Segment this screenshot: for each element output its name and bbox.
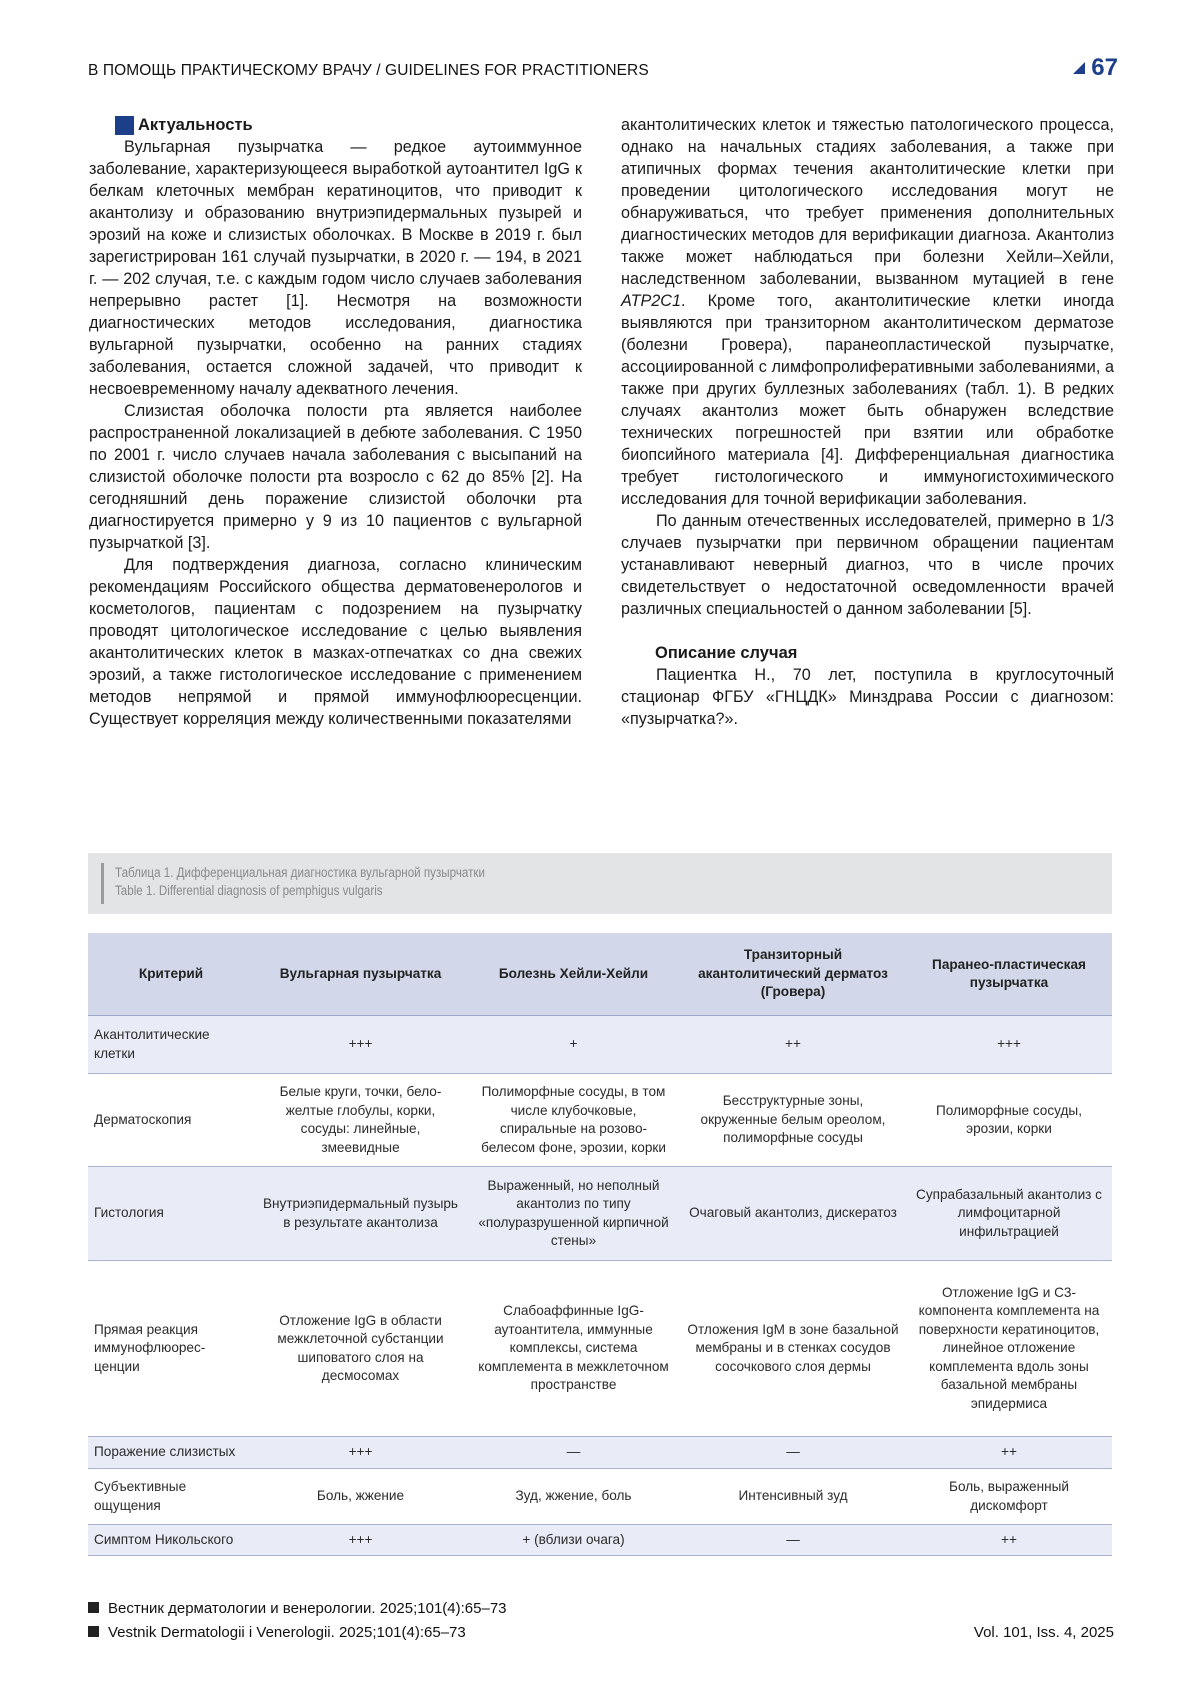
page-number-value: 67 xyxy=(1091,54,1118,81)
table-cell: Прямая реакция иммунофлюорес-ценции xyxy=(88,1261,254,1437)
column-header: Болезнь Хейли-Хейли xyxy=(467,933,680,1016)
table-caption xyxy=(88,853,1112,914)
column-header: Транзиторный акантолитический дерматоз (Гровера) xyxy=(680,933,906,1016)
table-cell: ++ xyxy=(906,1525,1112,1556)
footer-citation-en xyxy=(88,1624,466,1641)
table-cell: Отложение IgG и C3-компонента комплемента на поверхности кератиноцитов, линейное отложение комплемента вдоль зоны базальной мембраны эпидермиса xyxy=(906,1261,1112,1437)
paragraph: Слизистая оболочка полости рта является наиболее распространенной локализацией в дебюте заболевания. С 1950 по 2001 г. число случаев начала заболевания с высыпаний на слизистой оболочке полости рта возросло с 62 до 85% [2]. На сегодняшний день поражение слизистой оболочки рта диагностируется примерно у 9 из 10 пациентов с вульгарной пузырчаткой [3]. xyxy=(89,402,582,552)
table-cell: +++ xyxy=(906,1016,1112,1074)
table-cell: Поражение слизистых xyxy=(88,1437,254,1469)
paragraph-text: акантолитических клеток и тяжестью патологического процесса, однако на начальных стадиях заболевания, а также при атипичных формах течения акантолитические клетки при проведении цитологического исследования могут не обнаруживаться, что требует применения дополнительных диагностических методов для верификации диагноза. Акантолиз также может наблюдаться при болезни Хейли–Хейли, наследственном заболевании, вызванном мутацией в гене xyxy=(621,116,1114,288)
triangle-icon xyxy=(1073,62,1085,74)
table-cell: Боль, выраженный дискомфорт xyxy=(906,1469,1112,1525)
page-number xyxy=(1073,54,1118,82)
table-cell: Боль, жжение xyxy=(254,1469,467,1525)
left-column xyxy=(89,114,582,730)
table-cell: Дерматоскопия xyxy=(88,1074,254,1167)
column-header: Критерий xyxy=(88,933,254,1016)
table-row xyxy=(88,1016,1112,1074)
table-row xyxy=(88,1261,1112,1437)
paragraph xyxy=(621,114,1114,510)
table-cell: + xyxy=(467,1016,680,1074)
table-cell: ++ xyxy=(680,1016,906,1074)
footer-volume: Vol. 101, Iss. 4, 2025 xyxy=(973,1624,1114,1641)
differential-diagnosis-table xyxy=(88,933,1112,1556)
table-cell: Интенсивный зуд xyxy=(680,1469,906,1525)
table-cell: — xyxy=(467,1437,680,1469)
table-cell: Внутриэпидермальный пузырь в результате акантолиза xyxy=(254,1167,467,1261)
table-cell: Белые круги, точки, бело-желтые глобулы, корки, сосуды: линейные, змеевидные xyxy=(254,1074,467,1167)
table-caption-ru: Таблица 1. Дифференциальная диагностика вульгарной пузырчатки xyxy=(115,865,485,880)
table-cell: Зуд, жжение, боль xyxy=(467,1469,680,1525)
table-cell: Субъективные ощущения xyxy=(88,1469,254,1525)
citation-text: Вестник дерматологии и венерологии. 2025;101(4):65–73 xyxy=(108,1600,507,1617)
table-row xyxy=(88,1167,1112,1261)
table-caption-en: Table 1. Differential diagnosis of pemphigus vulgaris xyxy=(115,883,383,898)
right-column xyxy=(621,114,1114,730)
table-row xyxy=(88,1074,1112,1167)
section-heading-text: Актуальность xyxy=(138,116,253,134)
table-cell: Выраженный, но неполный акантолиз по типу «полуразрушенной кирпичной стены» xyxy=(467,1167,680,1261)
table-cell: Очаговый акантолиз, дискератоз xyxy=(680,1167,906,1261)
square-bullet-icon xyxy=(115,116,134,135)
table-cell: — xyxy=(680,1437,906,1469)
footer-citation-ru xyxy=(88,1600,507,1617)
caption-bar xyxy=(101,863,104,904)
running-title: В ПОМОЩЬ ПРАКТИЧЕСКОМУ ВРАЧУ / GUIDELINES FOR PRACTITIONERS xyxy=(88,62,649,79)
gene-name: ATP2C1 xyxy=(621,292,681,310)
table-cell: Симптом Никольского xyxy=(88,1525,254,1556)
table-cell: Акантолитические клетки xyxy=(88,1016,254,1074)
table-cell: Гистология xyxy=(88,1167,254,1261)
table-cell: Полиморфные сосуды, эрозии, корки xyxy=(906,1074,1112,1167)
table-cell: Бесструктурные зоны, окруженные белым ореолом, полиморфные сосуды xyxy=(680,1074,906,1167)
paragraph: Пациентка Н., 70 лет, поступила в круглосуточный стационар ФГБУ «ГНЦДК» Минздрава России с диагнозом: «пузырчатка?». xyxy=(621,666,1114,728)
table-cell: Слабоаффинные IgG-аутоантитела, иммунные комплексы, система комплемента в межклеточном пространстве xyxy=(467,1261,680,1437)
table-row xyxy=(88,1525,1112,1556)
table-cell: Отложения IgM в зоне базальной мембраны и в стенках сосудов сосочкового слоя дермы xyxy=(680,1261,906,1437)
column-header: Паранео-пластическая пузырчатка xyxy=(906,933,1112,1016)
square-bullet-icon xyxy=(88,1602,99,1613)
citation-text: Vestnik Dermatologii i Venerologii. 2025;101(4):65–73 xyxy=(108,1624,466,1641)
table-cell: Полиморфные сосуды, в том числе клубочковые, спиральные на розово-белесом фоне, эрозии, корки xyxy=(467,1074,680,1167)
table-cell: + (вблизи очага) xyxy=(467,1525,680,1556)
section-heading-case: Описание случая xyxy=(655,644,798,662)
table-cell: +++ xyxy=(254,1437,467,1469)
table-cell: +++ xyxy=(254,1016,467,1074)
paragraph-text: . Кроме того, акантолитические клетки иногда выявляются при транзиторном акантолитическом дерматозе (болезни Гровера), паранеопластической пузырчатке, ассоциированной с лимфопролиферативными заболеваниями, а также при других буллезных заболеваниях (табл. 1). В редких случаях акантолиз может быть обнаружен вследствие технических погрешностей при взятии или обработке биопсийного материала [4]. Дифференциальная диагностика требует гистологического и иммуногистохимического исследования для точной верификации заболевания. xyxy=(621,292,1114,508)
paragraph: Для подтверждения диагноза, согласно клиническим рекомендациям Российского общества дерматовенерологов и косметологов, пациентам с подозрением на пузырчатку проводят цитологическое исследование с целью выявления акантолитических клеток в мазках-отпечатках со дна свежих эрозий, а также гистологическое исследование с применением методов непрямой и прямой иммунофлюоресценции. Существует корреляция между количественными показателями xyxy=(89,556,582,728)
table-header-row xyxy=(88,933,1112,1016)
section-heading-relevance xyxy=(123,114,582,136)
paragraph: Вульгарная пузырчатка — редкое аутоиммунное заболевание, характеризующееся выработкой аутоантител IgG к белкам клеточных мембран кератиноцитов, что приводит к акантолизу и образованию внутриэпидермальных пузырей и эрозий на коже и слизистых оболочках. В Москве в 2019 г. был зарегистрирован 161 случай пузырчатки, в 2020 г. — 194, в 2021 г. — 202 случая, т.е. с каждым годом число случаев заболевания непрерывно растет [1]. Несмотря на возможности диагностических методов исследования, диагностика вульгарной пузырчатки, особенно на ранних стадиях заболевания, остается сложной задачей, что приводит к несвоевременному началу адекватного лечения. xyxy=(89,138,582,398)
table-cell: Отложение IgG в области межклеточной субстанции шиповатого слоя на десмосомах xyxy=(254,1261,467,1437)
table-cell: ++ xyxy=(906,1437,1112,1469)
table-row xyxy=(88,1469,1112,1525)
table-cell: +++ xyxy=(254,1525,467,1556)
table-cell: Супрабазальный акантолиз с лимфоцитарной инфильтрацией xyxy=(906,1167,1112,1261)
square-bullet-icon xyxy=(88,1626,99,1637)
table-cell: — xyxy=(680,1525,906,1556)
column-header: Вульгарная пузырчатка xyxy=(254,933,467,1016)
table-row xyxy=(88,1437,1112,1469)
paragraph: По данным отечественных исследователей, примерно в 1/3 случаев пузырчатки при первичном обращении пациентам устанавливают неверный диагноз, что в числе прочих свидетельствует о недостаточной осведомленности врачей различных специальностей о данном заболевании [5]. xyxy=(621,512,1114,618)
